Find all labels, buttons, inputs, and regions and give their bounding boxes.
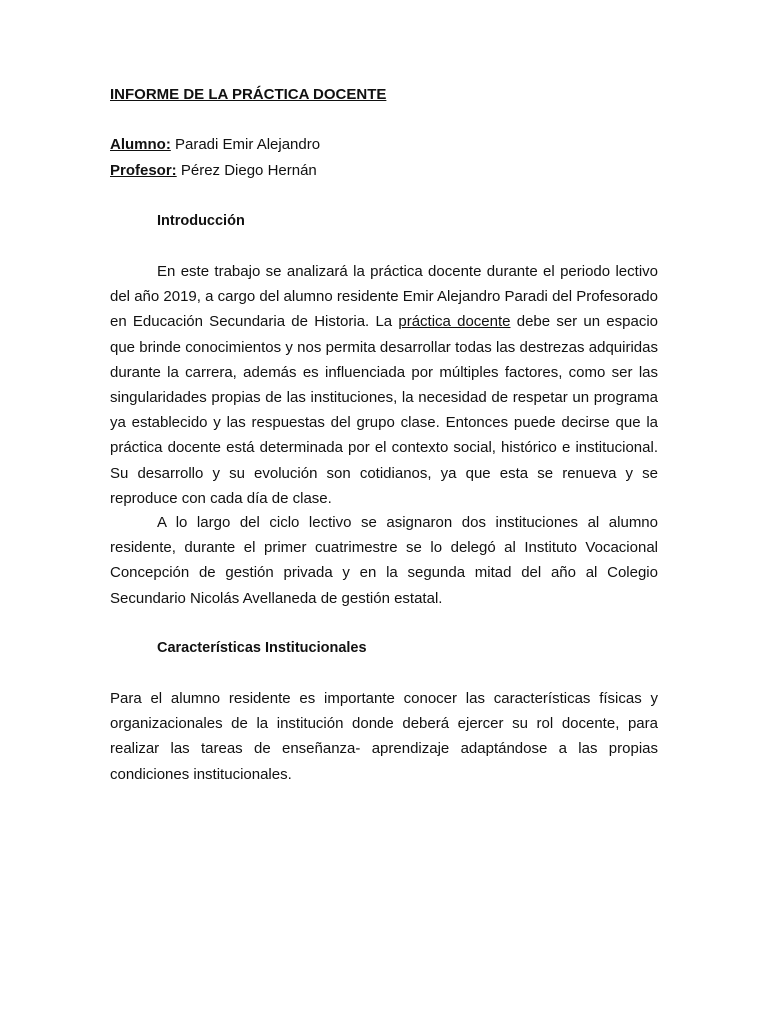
- caract-paragraph-1: Para el alumno residente es importante conocer las características físicas y organizacionales de la institución donde deberá ejercer su rol docente, para realizar las tareas de enseñanza- aprendizaje adaptándose a las propias condiciones institucionales.: [110, 690, 658, 783]
- teacher-line: [110, 162, 317, 180]
- intro-heading: Introducción: [157, 213, 245, 229]
- practica-docente-link[interactable]: práctica docente: [398, 313, 511, 331]
- intro-paragraph-2: A lo largo del ciclo lectivo se asignaron dos instituciones al alumno residente, durante el primer cuatrimestre se lo delegó al Instituto Vocacional Concepción de gestión privada y en la segunda mitad del año al Colegio Secundario Nicolás Avellaneda de gestión estatal.: [110, 514, 658, 607]
- student-line: [110, 136, 320, 154]
- teacher-label: Profesor:: [110, 162, 177, 179]
- document-title: INFORME DE LA PRÁCTICA DOCENTE: [110, 86, 387, 103]
- caract-heading: Características Institucionales: [157, 640, 367, 656]
- teacher-name: Pérez Diego Hernán: [176, 162, 317, 179]
- intro-p1-text-end: debe ser un espacio que brinde conocimientos y nos permita desarrollar todas las destrezas adquiridas durante la carrera, además es influenciada por múltiples factores, como ser las singularidades propias de las instituciones, la necesidad de respetar un programa ya establecido y las respuestas del grupo clase. Entonces puede decirse que la práctica docente está determinada por el contexto social, histórico e institucional. Su desarrollo y su evolución son cotidianos, ya que esta se renueva y se reproduce con cada día de clase.: [110, 313, 658, 507]
- intro-p1-text-start: En este trabajo se analizará la práctica docente durante el periodo lectivo del año 2019, a cargo del alumno residente Emir Alejandro Paradi del Profesorado en Educación Secundaria de Historia. La: [110, 263, 658, 331]
- intro-paragraph-1: [110, 259, 658, 511]
- student-name: Paradi Emir Alejandro: [170, 136, 321, 153]
- student-label: Alumno:: [110, 136, 171, 153]
